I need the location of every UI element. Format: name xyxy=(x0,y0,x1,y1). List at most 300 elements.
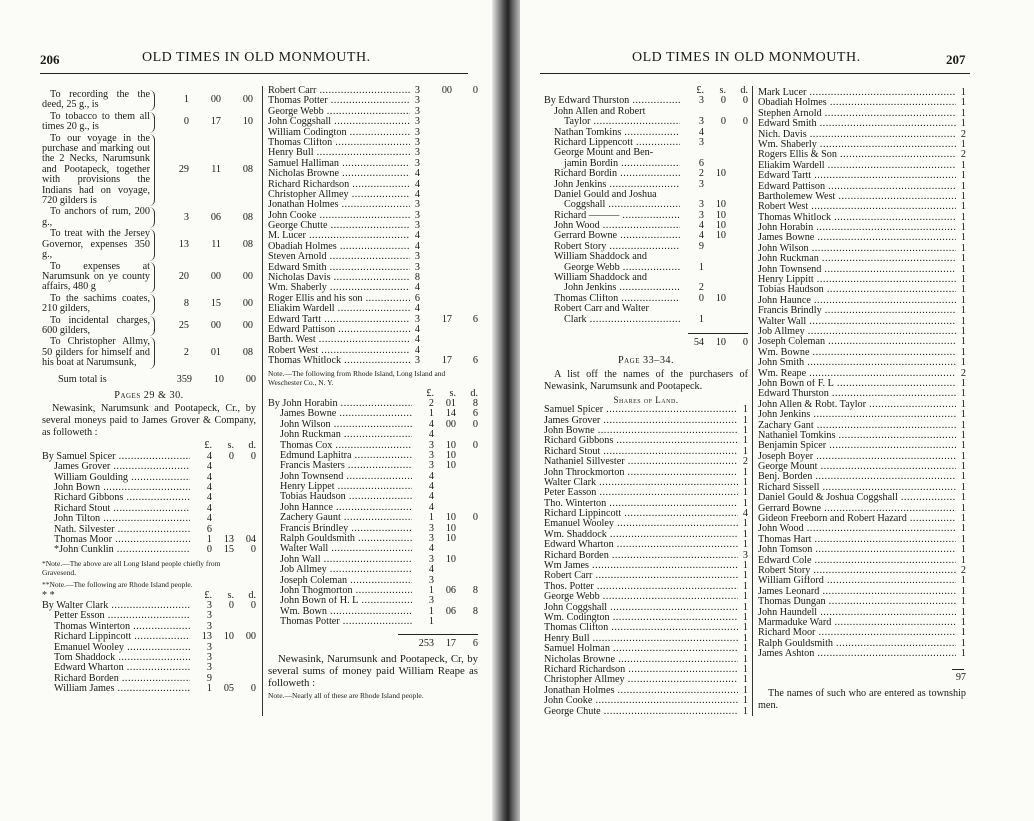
share-name: John Cooke ..... xyxy=(544,696,738,706)
total-rule xyxy=(688,333,748,334)
share-name: Obadiah Holmes ..... xyxy=(758,98,956,108)
share-row xyxy=(544,696,748,706)
ledger-name: Steven Arnold ..... xyxy=(268,252,410,262)
share-row xyxy=(758,119,966,129)
ledger-a: 3 xyxy=(428,460,434,472)
purchasers-intro: A list off the names of the purchasers of Newasink, Narumsunk and Pootapeck. xyxy=(544,368,748,392)
share-count: 2 xyxy=(960,564,966,576)
share-name: Tho. Winterton ..... xyxy=(544,499,738,509)
ledger-a: 0 xyxy=(698,292,704,304)
share-count: 1 xyxy=(960,222,966,234)
share-name: John Bowne ..... xyxy=(544,426,738,436)
share-row xyxy=(544,623,748,633)
share-row xyxy=(544,468,748,478)
share-name: Wm. Codington ..... xyxy=(544,613,738,623)
ledger-row xyxy=(544,304,748,314)
expense-v1: 29 xyxy=(178,163,189,175)
ledger-b: 10 xyxy=(715,209,726,221)
share-name: John Allen & Robt. Taylor ..... xyxy=(758,400,956,410)
share-count: 1 xyxy=(742,705,748,717)
ledger-name: Edmund Laphitra ..... xyxy=(268,451,412,461)
share-name: John Haundell ..... xyxy=(758,608,956,618)
share-row xyxy=(758,431,966,441)
share-row xyxy=(758,421,966,431)
ledger-a: 4 xyxy=(414,168,420,180)
share-count: 1 xyxy=(960,263,966,275)
ledger-name: Richard Gibbons ..... xyxy=(42,493,190,503)
ledger-a: 4 xyxy=(414,230,420,242)
share-row xyxy=(758,618,966,628)
ledger-b: 10 xyxy=(445,439,456,451)
share-count: 1 xyxy=(742,435,748,447)
share-count: 1 xyxy=(960,450,966,462)
ledger-a: 4 xyxy=(428,481,434,493)
share-name: Thomas Hart ..... xyxy=(758,535,956,545)
expense-text: To incidental charges, 600 gilders, xyxy=(42,316,155,337)
share-name: Richard Gibbons ..... xyxy=(544,436,738,446)
share-row xyxy=(544,613,748,623)
share-count: 1 xyxy=(742,476,748,488)
unit-pence: d. xyxy=(248,440,256,452)
share-row xyxy=(544,519,748,529)
ledger-a: 8 xyxy=(414,272,420,284)
share-row xyxy=(544,686,748,696)
share-count: 1 xyxy=(960,481,966,493)
share-name: John Tomson ..... xyxy=(758,545,956,555)
ledger-a: 4 xyxy=(698,126,704,138)
share-row xyxy=(758,566,966,576)
expense-v3: 00 xyxy=(242,319,253,331)
expense-v1: 13 xyxy=(178,238,189,250)
ledger-a: 3 xyxy=(414,220,420,232)
ledger-name: Thomas Clifton ..... xyxy=(268,138,410,148)
share-count: 1 xyxy=(960,180,966,192)
share-name: Bartholemew West ..... xyxy=(758,192,956,202)
share-count: 1 xyxy=(960,87,966,98)
ledger-a: 4 xyxy=(698,230,704,242)
expense-text: To recording the the deed, 25 g., is xyxy=(42,90,155,111)
share-count: 1 xyxy=(742,674,748,686)
ledger-a: 3 xyxy=(206,620,212,632)
share-name: Henry Bull ..... xyxy=(544,634,738,644)
expense-v3: 10 xyxy=(242,116,253,128)
ledger-name: Thomas Whitlock ..... xyxy=(268,356,410,366)
ledger-name: By Edward Thurston ..... xyxy=(544,96,680,106)
share-count: 1 xyxy=(960,533,966,545)
ledger-row xyxy=(268,283,478,293)
ledger-row xyxy=(268,117,478,127)
ledger-a: 4 xyxy=(428,564,434,576)
share-row xyxy=(758,358,966,368)
col2-total-row xyxy=(268,639,478,649)
ledger-name: John Wall ..... xyxy=(268,555,412,565)
ledger-name: George Webb ..... xyxy=(268,107,410,117)
share-name: George Chute ..... xyxy=(544,707,738,717)
ledger-row xyxy=(268,107,478,117)
reape-paragraph: Newasink, Narumsunk and Pootapeck, Cr, by several sums of money paid William Reape as followeth : xyxy=(268,652,478,689)
share-row xyxy=(758,379,966,389)
ledger-name: M. Lucer ..... xyxy=(268,231,410,241)
ledger-a: 4 xyxy=(428,491,434,503)
share-row xyxy=(758,213,966,223)
ledger-name: George Chutte ..... xyxy=(268,221,410,231)
ledger-b: 10 xyxy=(223,631,234,643)
col2-total-c: 6 xyxy=(472,637,478,649)
ledger-name: Walter Wall ..... xyxy=(268,544,412,554)
ledger-b: 10 xyxy=(445,553,456,565)
ledger-b: 0 xyxy=(228,600,234,612)
ledger-c: 0 xyxy=(250,544,256,556)
share-name: John Smith ..... xyxy=(758,358,956,368)
total-a: 54 xyxy=(693,336,704,348)
ledger-a: 3 xyxy=(414,105,420,117)
share-name: Edward Wharton ..... xyxy=(544,540,738,550)
ledger-a: 3 xyxy=(698,178,704,190)
share-row xyxy=(758,98,966,108)
ledger-name: Wm. Shaberly ..... xyxy=(268,283,410,293)
header-rule xyxy=(40,73,468,74)
ledger-a: 4 xyxy=(414,323,420,335)
ledger-b: 10 xyxy=(445,533,456,545)
share-row xyxy=(758,337,966,347)
ledger-a: 1 xyxy=(206,533,212,545)
share-count: 1 xyxy=(742,497,748,509)
share-name: Richard Lippincott ..... xyxy=(544,509,738,519)
ledger-name: John Wood ..... xyxy=(544,221,680,231)
ledger-row xyxy=(268,200,478,210)
ledger-row xyxy=(42,514,256,524)
ledger-name: Christopher Allmey ..... xyxy=(268,190,410,200)
ledger-name: Thomas Moor ..... xyxy=(42,535,190,545)
ledger-a: 2 xyxy=(698,282,704,294)
ledger-row xyxy=(268,430,478,440)
ledger-name: Richard Stout ..... xyxy=(42,504,190,514)
ledger-a: 3 xyxy=(206,652,212,664)
ledger-a: 3 xyxy=(428,553,434,565)
share-count: 1 xyxy=(742,612,748,623)
share-name: John Haunce ..... xyxy=(758,296,956,306)
ledger-c: 6 xyxy=(472,355,478,367)
ledger-name: John Coggshall ..... xyxy=(268,117,410,127)
ledger-name: Francis Masters ..... xyxy=(268,461,412,471)
share-row xyxy=(544,634,748,644)
share-row xyxy=(544,426,748,436)
ledger-name: Clark ..... xyxy=(544,315,680,325)
ledger-a: 3 xyxy=(414,209,420,221)
share-name: Edward Smith ..... xyxy=(758,119,956,129)
share-count: 1 xyxy=(960,284,966,296)
share-count: 1 xyxy=(742,632,748,644)
expense-v2: 00 xyxy=(210,270,221,282)
ledger-a: 6 xyxy=(698,157,704,169)
share-count: 1 xyxy=(742,580,748,592)
share-count: 1 xyxy=(742,663,748,675)
ledger-a: 0 xyxy=(206,544,212,556)
ledger-name: By Walter Clark ..... xyxy=(42,601,190,611)
share-name: Peter Easson ..... xyxy=(544,488,738,498)
share-count: 4 xyxy=(742,508,748,520)
ledger-a: 3 xyxy=(206,662,212,674)
share-row xyxy=(544,655,748,665)
ledger-name: Wm. Bown ..... xyxy=(268,607,412,617)
share-count: 1 xyxy=(960,294,966,306)
page-number: 206 xyxy=(40,52,60,67)
ledger-row xyxy=(268,420,478,430)
share-row xyxy=(758,88,966,98)
share-name: Edward Tartt ..... xyxy=(758,171,956,181)
share-row xyxy=(758,140,966,150)
share-name: John Townsend ..... xyxy=(758,265,956,275)
share-name: Richard Moor ..... xyxy=(758,628,956,638)
expense-v3: 00 xyxy=(242,297,253,309)
ledger-a: 6 xyxy=(206,523,212,535)
expense-v3: 08 xyxy=(242,163,253,175)
ledger-row xyxy=(268,492,478,502)
ledger-name: *John Cunklin ..... xyxy=(42,545,190,555)
share-name: John Horabin ..... xyxy=(758,223,956,233)
ledger-a: 4 xyxy=(698,220,704,232)
ledger-row xyxy=(42,545,256,555)
share-name: John Bown of F. L ..... xyxy=(758,379,956,389)
ledger-row xyxy=(544,315,748,325)
ledger-name: Robert Carr and Walter xyxy=(554,304,649,315)
ledger-row xyxy=(268,586,478,596)
unit-header xyxy=(42,441,256,451)
intro-paragraph: Newasink, Narumsunk and Pootapeck, Cr., by several moneys paid to James Grover & Company, as followeth : xyxy=(42,403,256,439)
share-count: 1 xyxy=(960,305,966,317)
ledger-name: Edward Pattison ..... xyxy=(268,325,410,335)
share-count: 1 xyxy=(742,591,748,603)
ledger-name: Thomas Cox ..... xyxy=(268,441,412,451)
share-name: Joseph Coleman ..... xyxy=(758,337,956,347)
ledger-name: John Bown of H. L ..... xyxy=(268,596,412,606)
ledger-a: 3 xyxy=(414,199,420,211)
share-row xyxy=(544,436,748,446)
share-row xyxy=(544,499,748,509)
ledger-a: 4 xyxy=(428,543,434,555)
ledger-b: 06 xyxy=(445,605,456,617)
total-c: 0 xyxy=(742,336,748,348)
expense-v2: 17 xyxy=(210,116,221,128)
ledger-c: 0 xyxy=(250,683,256,695)
share-row xyxy=(758,265,966,275)
ledger-a: 1 xyxy=(428,512,434,524)
share-name: John Wilson ..... xyxy=(758,244,956,254)
ledger-a: 4 xyxy=(414,188,420,200)
share-count: 1 xyxy=(960,440,966,452)
ledger-row xyxy=(268,138,478,148)
ledger-row xyxy=(42,632,256,642)
unit-pence: d. xyxy=(470,387,478,399)
right-page xyxy=(520,0,1034,821)
share-row xyxy=(758,441,966,451)
ledger-name: Richard Richardson ..... xyxy=(268,180,410,190)
ledger-a: 3 xyxy=(414,261,420,273)
share-name: Nathaniel Tomkins ..... xyxy=(758,431,956,441)
ledger-b: 15 xyxy=(223,544,234,556)
ledger-a: 4 xyxy=(428,501,434,513)
ledger-b: 17 xyxy=(441,313,452,325)
share-name: George Mount ..... xyxy=(758,462,956,472)
closing-paragraph: The names of such who are entered as township men. xyxy=(758,687,966,711)
share-count: 1 xyxy=(960,170,966,182)
ledger-row xyxy=(42,601,256,611)
share-name: Stephen Arnold ..... xyxy=(758,109,956,119)
unit-pounds: £. xyxy=(426,387,434,399)
ledger-row xyxy=(544,169,748,179)
right-column-1 xyxy=(544,86,748,717)
share-name: John Coggshall ..... xyxy=(544,603,738,613)
ledger-row xyxy=(268,534,478,544)
share-count: 1 xyxy=(742,466,748,478)
ledger-a: 3 xyxy=(698,199,704,211)
ledger-a: 4 xyxy=(414,240,420,252)
ledger-b: 0 xyxy=(228,450,234,462)
ledger-c: 0 xyxy=(742,116,748,128)
share-row xyxy=(758,410,966,420)
sum-total-label: Sum total is xyxy=(58,373,107,385)
ledger-a: 3 xyxy=(698,95,704,107)
share-name: Richard Sissell ..... xyxy=(758,483,956,493)
share-name: Thomas Clifton ..... xyxy=(544,623,738,633)
ledger-a: 1 xyxy=(428,605,434,617)
share-count: 1 xyxy=(960,596,966,608)
ledger-name: John Hannce ..... xyxy=(268,503,412,513)
ledger-a: 4 xyxy=(428,470,434,482)
share-name: James Leonard ..... xyxy=(758,587,956,597)
expense-v3: 08 xyxy=(242,211,253,223)
ledger-row xyxy=(268,325,478,335)
ledger-row xyxy=(544,252,748,262)
ledger-name: Thomas Potter ..... xyxy=(268,96,410,106)
ledger-name: Nathan Tomkins ..... xyxy=(544,128,680,138)
share-row xyxy=(758,223,966,233)
share-name: Edward Cole ..... xyxy=(758,556,956,566)
expense-text: To expenses at Narumsunk on ye county affairs, 480 g xyxy=(42,262,155,293)
ledger-name: James Bowne ..... xyxy=(268,409,412,419)
ledger-row xyxy=(268,607,478,617)
ledger-name: Zachery Gaunt ..... xyxy=(268,513,412,523)
ledger-a: 4 xyxy=(206,471,212,483)
ledger-row xyxy=(544,231,748,241)
share-count: 1 xyxy=(960,325,966,337)
share-name: Samuel Spicer ..... xyxy=(544,405,738,415)
total-v1: 359 xyxy=(176,373,192,385)
share-row xyxy=(758,285,966,295)
ledger-name: William Goulding ..... xyxy=(42,473,190,483)
share-count: 1 xyxy=(960,606,966,618)
ledger-a: 3 xyxy=(428,595,434,607)
share-count: 1 xyxy=(742,653,748,665)
ledger-row xyxy=(268,96,478,106)
ledger-row xyxy=(268,128,478,138)
ledger-b: 0 xyxy=(720,116,726,128)
pages-heading: Page 33–34. xyxy=(617,355,675,367)
ledger-row xyxy=(42,462,256,472)
ledger-name: Edward Tartt ..... xyxy=(268,315,410,325)
ledger-b: 06 xyxy=(445,584,456,596)
share-count: 1 xyxy=(960,502,966,514)
ledger-a: 3 xyxy=(414,116,420,128)
ledger-a: 2 xyxy=(428,397,434,409)
ledger-name: Eliakim Wardell ..... xyxy=(268,304,410,314)
ledger-row xyxy=(544,138,748,148)
share-row xyxy=(758,514,966,524)
ledger-a: 3 xyxy=(414,147,420,159)
share-count: 1 xyxy=(960,336,966,348)
ledger-a: 1 xyxy=(428,584,434,596)
share-count: 2 xyxy=(960,128,966,140)
expense-text: To anchors of rum, 200 g., xyxy=(42,207,155,228)
share-count: 1 xyxy=(742,539,748,551)
share-name: Wm. Bowne ..... xyxy=(758,348,956,358)
ledger-row xyxy=(268,461,478,471)
ledger-name: By John Horabin ..... xyxy=(268,399,412,409)
ledger-row xyxy=(268,169,478,179)
share-row xyxy=(544,561,748,571)
ledger-b: 10 xyxy=(715,168,726,180)
ledger-a: 3 xyxy=(428,439,434,451)
ledger-c: 0 xyxy=(472,439,478,451)
ledger-b: 00 xyxy=(441,85,452,96)
share-count: 1 xyxy=(742,560,748,572)
expense-item xyxy=(42,337,256,368)
share-row xyxy=(758,327,966,337)
ledger-name: Tobias Haudson ..... xyxy=(268,492,412,502)
share-name: Wm James ..... xyxy=(544,561,738,571)
share-count: 1 xyxy=(960,377,966,389)
share-count: 1 xyxy=(960,637,966,649)
ledger-row xyxy=(544,107,748,117)
ledger-row xyxy=(42,473,256,483)
share-name: Job Allmey ..... xyxy=(758,327,956,337)
share-row xyxy=(544,571,748,581)
expense-item xyxy=(42,262,256,293)
share-name: Nicholas Browne ..... xyxy=(544,655,738,665)
expense-v2: 15 xyxy=(210,297,221,309)
ledger-c: 0 xyxy=(250,450,256,462)
share-name: Gideon Freeborn and Robert Hazard ..... xyxy=(758,514,956,524)
share-name: Robert Story ..... xyxy=(758,566,956,576)
ledger-name: John Tilton ..... xyxy=(42,514,190,524)
unit-shillings: s. xyxy=(227,440,234,452)
share-row xyxy=(758,649,966,659)
share-row xyxy=(758,556,966,566)
share-row xyxy=(544,665,748,675)
ledger-name: Richard Lippincott ..... xyxy=(42,632,190,642)
share-name: Richard Richardson ..... xyxy=(544,665,738,675)
share-row xyxy=(544,447,748,457)
payment-list-3 xyxy=(268,86,478,367)
share-row xyxy=(758,504,966,514)
expense-text: To treat with the Jersey Governor, expenses 350 g., xyxy=(42,229,155,260)
share-row xyxy=(758,472,966,482)
ledger-name: George Webb ..... xyxy=(544,263,680,273)
ledger-name: Robert Carr ..... xyxy=(268,86,410,96)
ledger-a: 1 xyxy=(698,313,704,325)
ledger-name: William Codington ..... xyxy=(268,128,410,138)
total-rule xyxy=(952,669,964,670)
share-row xyxy=(544,488,748,498)
share-count: 1 xyxy=(960,388,966,400)
ledger-a: 9 xyxy=(206,672,212,684)
ledger-b: 10 xyxy=(715,292,726,304)
share-name: Edward Pattison ..... xyxy=(758,182,956,192)
ledger-name: Taylor ..... xyxy=(544,117,680,127)
share-name: Christopher Allmey ..... xyxy=(544,675,738,685)
note-reape: Note.—Nearly all of these are Rhode Island people. xyxy=(268,690,424,700)
share-row xyxy=(758,545,966,555)
